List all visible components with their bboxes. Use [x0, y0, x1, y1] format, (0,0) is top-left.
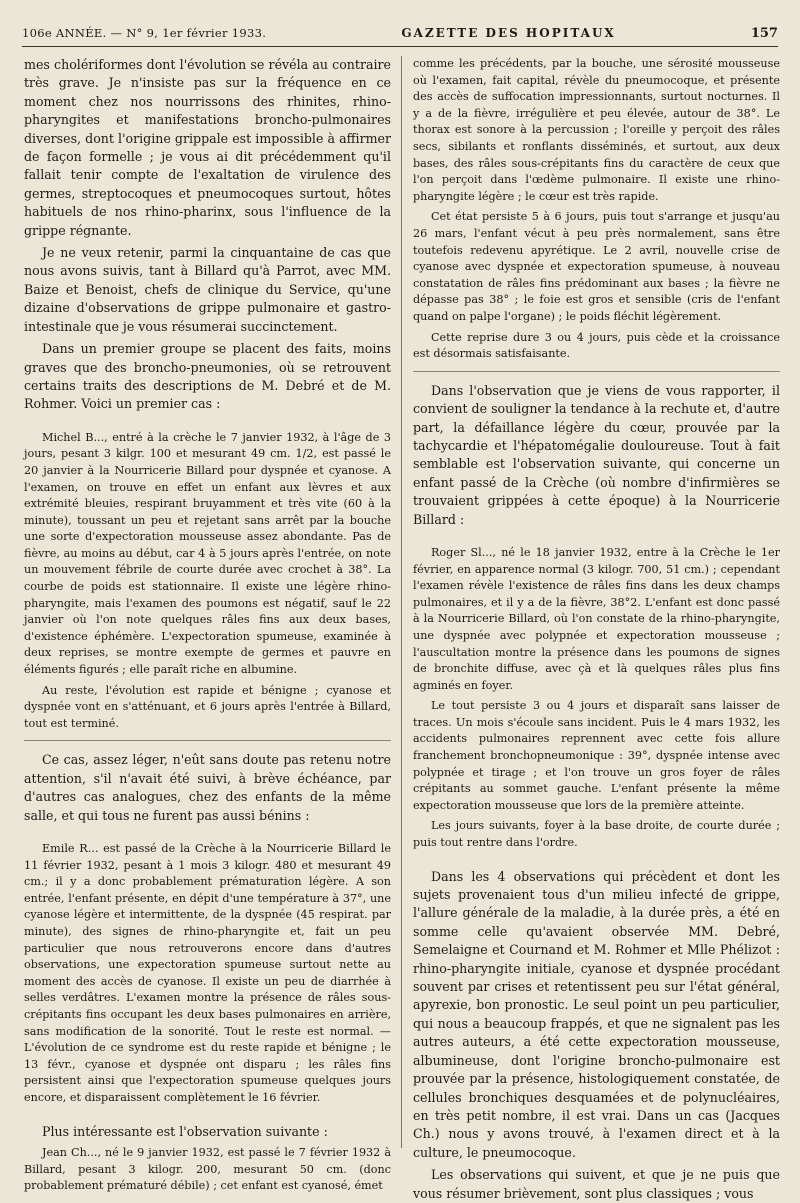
case-observation: Cette reprise dure 3 ou 4 jours, puis cède et la croissance est désormais satisfaisante. [413, 330, 780, 361]
paragraph: Je ne veux retenir, parmi la cinquantaine de cas que nous avons suivis, tant à Billard qu'à Parrot, avec MM. Baize et Benoist, chefs de clinique du Service, qu'une dizaine d'observations de grippe pulmonaire et gastro-intestinale que je vous résumerai succinctement. [24, 245, 391, 334]
paragraph: Dans les 4 observations qui précèdent et dont les sujets provenaient tous d'un milieu infecté de grippe, l'allure générale de la maladie, à la durée près, a été en somme celle qu'avaient observée MM. Debré, Semelaigne et Cournand et M. Rohmer et Mlle Phélizot : rhino-pharyngite initiale, cyanose et dyspnée procédant souvent par crises et retentissent peu sur l'état général, apyrexie, bon pronostic. Le seul point un peu particulier, qui nous a beaucoup frappés, et que ne signalent pas les autres auteurs, a été cette expectoration mousseuse, albumineuse, dont l'origine broncho-pulmonaire est prouvée par la présence, histologiquement constatée, de cellules bronchiques desquamées et de polynucléaires, en très petit nombre, il est vrai. Dans un cas (Jacques Ch.) nous y avons trouvé, à l'examen direct et à la culture, le pneumocoque. [413, 868, 780, 1160]
section-divider [24, 740, 391, 741]
paragraph: Dans l'observation que je viens de vous rapporter, il convient de souligner la tendance à la rechute et, d'autre part, la défaillance légère du cœur, prouvée par la tachycardie et l'hépatomégalie douloureuse. Tout à fait semblable est l'observation suivante, qui concerne un enfant passé de la Crèche (où nombre d'infirmières se trouvaient grippées à cette époque) à la Nourricerie Billard : [413, 382, 780, 527]
paragraph: mes cholériformes dont l'évolution se révéla au contraire très grave. Je n'insiste pas sur la fréquence en ce moment chez nos nourrissons des rhinites, rhino-pharyngites et manifestations broncho-pulmonaires diverses, dont l'origine grippale est impossible à affirmer de façon formelle ; je vous ai dit précédemment qu'il fallait tenir compte de l'exaltation de virulence des germes, streptocoques et pneumocoques surtout, hôtes habituels de nos rhino-pharinx, sous l'influence de la grippe régnante. [24, 57, 391, 238]
page-header [22, 20, 778, 47]
case-observation: comme les précédents, par la bouche, une sérosité mousseuse où l'examen, fait capital, révèle du pneumocoque, et présente des accès de suffocation impressionnants, surtout nocturnes. Il y a de la fièvre, irrégulière et peu élevée, autour de 38°. Le thorax est sonore à la percussion ; l'oreille y perçoit des râles secs, sibilants et ronflants disséminés, et surtout, aux deux bases, des râles sous-crépitants fins du caractère de ceux que l'on perçoit dans l'œdème pulmonaire. Il existe une rhino-pharyngite légère ; le cœur est très rapide. [413, 57, 780, 203]
case-observation: Le tout persiste 3 ou 4 jours et disparaît sans laisser de traces. Un mois s'écoule sans incident. Puis le 4 mars 1932, les accidents pulmonaires reprennent avec cette fois allure franchement bronchopneumonique : 39°, dyspnée intense avec polypnée et tirage ; et l'on trouve un gros foyer de râles crépitants au sommet gauche. L'enfant présente la même expectoration mousseuse que lors de la première atteinte. [413, 699, 780, 812]
text-columns [24, 56, 780, 1201]
paragraph: Les observations qui suivent, et que je ne puis que vous résumer brièvement, sont plus classiques ; vous [413, 1167, 780, 1201]
paragraph: Dans un premier groupe se placent des faits, moins graves que des broncho-pneumonies, où se retrouvent certains traits des descriptions de M. Debré et de M. Rohmer. Voici un premier cas : [24, 341, 391, 412]
case-observation: Au reste, l'évolution est rapide et bénigne ; cyanose et dyspnée vont en s'atténuant, et 6 jours après l'entrée à Billard, tout est terminé. [24, 683, 391, 730]
case-observation: Les jours suivants, foyer à la base droite, de courte durée ; puis tout rentre dans l'ordre. [413, 819, 780, 850]
section-divider [413, 371, 780, 372]
case-observation: Jean Ch..., né le 9 janvier 1932, est passé le 7 février 1932 à Billard, pesant 3 kilogr. 200, mesurant 50 cm. (donc probablement prématuré débile) ; cet enfant est cyanosé, émet [24, 1145, 391, 1193]
right-column [413, 56, 780, 1201]
case-observation: Emile R... est passé de la Crèche à la Nourricerie Billard le 11 février 1932, pesant à 1 mois 3 kilogr. 480 et mesurant 49 cm.; il y a donc probablement prématuration légère. A son entrée, l'enfant présente, en dépit d'une température à 37°, une cyanose légère et intermittente, de la dyspnée (45 respirat. par minute), des signes de rhino-pharyngite et, fait un peu particulier que nous retrouverons encore dans d'autres observations, une expectoration spumeuse surtout nette au moment des accès de cyanose. Il existe un peu de diarrhée à selles verdâtres. L'examen montre la présence de râles sous-crépitants fins occupant les deux bases pulmonaires en arrière, sans modification de la sonorité. Tout le reste est normal. — L'évolution de ce syndrome est du reste rapide et bénigne ; le 13 févr., cyanose et dyspnée ont disparu ; les râles fins persistent ainsi que l'expectoration spumeuse quelques jours encore, et disparaissent complètement le 16 février. [24, 842, 391, 1104]
case-observation: Cet état persiste 5 à 6 jours, puis tout s'arrange et jusqu'au 26 mars, l'enfant vécut à peu près normalement, sans être toutefois redevenu apyrétique. Le 2 avril, nouvelle crise de cyanose avec dyspnée et expectoration spumeuse, à nouveau constatation de râles fins prédominant aux bases ; la fièvre ne dépasse pas 38° ; le foie est gros et sensible (cris de l'enfant quand on palpe l'organe) ; le poids fléchit légèrement. [413, 210, 780, 323]
case-observation: Roger Sl..., né le 18 janvier 1932, entre à la Crèche le 1er février, en apparence normal (3 kilogr. 700, 51 cm.) ; cependant l'examen révèle l'existence de râles fins dans les deux champs pulmonaires, et il y a de la fièvre, 38°2. L'enfant est donc passé à la Nourricerie Billard, où l'on constate de la rhino-pharyngite, une dyspnée avec polypnée et expectoration mousseuse ; l'auscultation montre la présence dans les poumons de signes de bronchite diffuse, avec çà et là quelques râles plus fins agminés en foyer. [413, 545, 780, 692]
journal-title: GAZETTE DES HOPITAUX [401, 26, 616, 40]
paragraph: Plus intéressante est l'observation suivante : [42, 1123, 328, 1139]
case-observation: Michel B..., entré à la crèche le 7 janvier 1932, à l'âge de 3 jours, pesant 3 kilgr. 100 et mesurant 49 cm. 1/2, est passé le 20 janvier à la Nourricerie Billard pour dyspnée et cyanose. A l'examen, on trouve en effet un enfant aux lèvres et aux extrémité bleuies, respirant bruyamment et très vite (60 à la minute), toussant un peu et rejetant sans arrêt par la bouche une sorte d'expectoration mousseuse assez abondante. Pas de fièvre, au moins au début, car 4 à 5 jours après l'entrée, on note un mouvement fébrile de courte durée avec crochet à 38°. La courbe de poids est stationnaire. Il existe une légère rhino-pharyngite, mais l'examen des poumons est négatif, sauf le 22 janvier où l'on note quelques râles fins aux deux bases, d'existence éphémère. L'expectoration spumeuse, examinée à deux reprises, se montre exempte de germes et pauvre en éléments figurés ; elle paraît riche en albumine. [24, 430, 391, 677]
issue-info: 106e ANNÉE. — N° 9, 1er février 1933. [22, 26, 267, 40]
page-number: 157 [750, 25, 778, 41]
left-column [24, 56, 391, 1193]
paragraph: Ce cas, assez léger, n'eût sans doute pas retenu notre attention, s'il n'avait été suivi, à brève échéance, par d'autres cas analogues, chez des enfants de la même salle, et qui tous ne furent pas aussi bénins : [24, 752, 391, 823]
